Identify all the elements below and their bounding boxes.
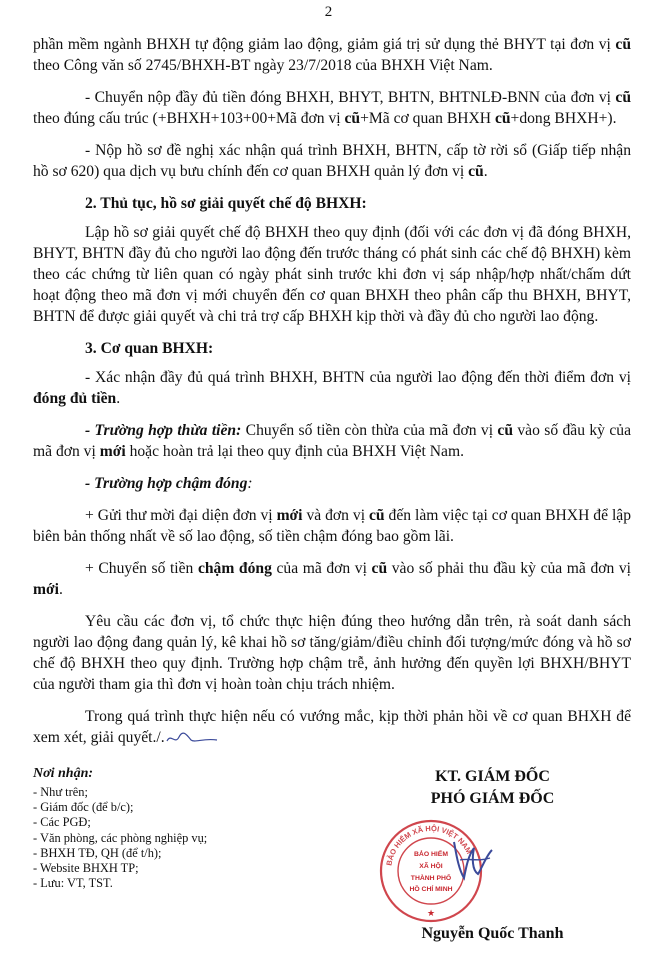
signature-position: PHÓ GIÁM ĐỐC <box>430 790 555 807</box>
initial-signature <box>165 729 219 747</box>
stamp-text: BẢO HIỂM <box>414 851 448 858</box>
list-item: - BHXH TĐ, QH (để t/h); <box>33 845 162 860</box>
list-item: - Văn phòng, các phòng nghiệp vụ; <box>33 830 208 845</box>
paragraph: - Trường hợp thừa tiền: Chuyển số tiền còn thừa của mã đơn vị cũ vào số đầu kỳ của mã đơn vị mới hoặc hoàn trả lại theo quy định của BHXH Việt Nam. <box>33 422 631 460</box>
stamp-text: HỒ CHÍ MINH <box>409 886 453 893</box>
signer-name: Nguyễn Quốc Thanh <box>421 925 564 942</box>
paragraph: - Chuyển nộp đầy đủ tiền đóng BHXH, BHYT, BHTN, BHTNLĐ-BNN của đơn vị cũ theo đúng cấu trúc (+BHXH+103+00+Mã đơn vị cũ+Mã cơ quan BHXH cũ+dong BHXH+). <box>33 89 631 127</box>
document-body <box>33 34 631 759</box>
paragraph: + Gửi thư mời đại diện đơn vị mới và đơn vị cũ đến làm việc tại cơ quan BHXH để lập biên bản thống nhất về số lao động, số tiền chậm đóng bao gồm lãi. <box>33 507 631 545</box>
paragraph: + Chuyển số tiền chậm đóng của mã đơn vị cũ vào số phải thu đầu kỳ của mã đơn vị mới. <box>33 560 632 598</box>
recipients-section <box>33 766 333 891</box>
paragraph: phần mềm ngành BHXH tự động giảm lao động, giảm giá trị sử dụng thẻ BHYT tại đơn vị cũ theo Công văn số 2745/BHXH-BT ngày 23/7/2018 của BHXH Việt Nam. <box>33 36 631 74</box>
section-heading: 3. Cơ quan BHXH: <box>85 340 214 357</box>
stamp-text: THÀNH PHỐ <box>410 875 452 882</box>
signature-title-block <box>370 766 615 810</box>
paragraph: Yêu cầu các đơn vị, tổ chức thực hiện đúng theo hướng dẫn trên, rà soát danh sách người lao động đang quản lý, kê khai hồ sơ tăng/giảm/điều chỉnh đối tượng/mức đóng và hồ sơ chế độ BHXH theo quy định. Trường hợp chậm trễ, ảnh hưởng đến quyền lợi BHXH/BHYT của người tham gia thì đơn vị hoàn toàn chịu trách nhiệm. <box>33 613 631 693</box>
list-item: - Các PGĐ; <box>33 815 91 830</box>
paragraph: - Nộp hồ sơ đề nghị xác nhận quá trình BHXH, BHTN, cấp tờ rời sổ (Giấp tiếp nhận hồ sơ 620) qua dịch vụ bưu chính đến cơ quan BHXH quản lý đơn vị cũ. <box>33 142 631 180</box>
list-item: - Giám đốc (để b/c); <box>33 800 134 815</box>
recipients-list <box>33 785 333 891</box>
page-number: 2 <box>324 4 333 20</box>
handwritten-signature-icon <box>448 838 496 884</box>
paragraph: Trong quá trình thực hiện nếu có vướng mắc, kịp thời phản hồi về cơ quan BHXH để xem xét, giải quyết./. <box>33 708 631 746</box>
list-item: - Website BHXH TP; <box>33 861 139 876</box>
stamp-ring-text: BẢO HIỂM XÃ HỘI VIỆT NAM <box>384 823 474 867</box>
paragraph: - Trường hợp chậm đóng: <box>85 475 253 492</box>
svg-text:★: ★ <box>426 909 436 919</box>
list-item: - Như trên; <box>33 785 88 799</box>
list-item: - Lưu: VT, TST. <box>33 876 113 891</box>
stamp-text: XÃ HỘI <box>419 863 443 870</box>
paragraph: - Xác nhận đầy đủ quá trình BHXH, BHTN của người lao động đến thời điểm đơn vị đóng đủ tiền. <box>33 369 631 407</box>
paragraph: Lập hồ sơ giải quyết chế độ BHXH theo quy định (đối với các đơn vị đã đóng BHXH, BHYT, BHTN đầy đủ cho người lao động đến trước tháng có phát sinh các chế độ BHXH) kèm theo các chứng từ liên quan có ngày phát sinh trước khi đơn vị sáp nhập/hợp nhất/chấm dứt hoạt động theo mã đơn vị mới chuyển đến cơ quan BHXH theo phân cấp thu BHXH, BHYT, BHTN để được giải quyết và chi trả trợ cấp BHXH kịp thời và đầy đủ cho người lao động. <box>33 224 631 325</box>
recipients-title: Nơi nhận: <box>33 766 94 781</box>
signature-title: KT. GIÁM ĐỐC <box>435 768 550 785</box>
section-heading: 2. Thủ tục, hồ sơ giải quyết chế độ BHXH: <box>85 195 367 212</box>
